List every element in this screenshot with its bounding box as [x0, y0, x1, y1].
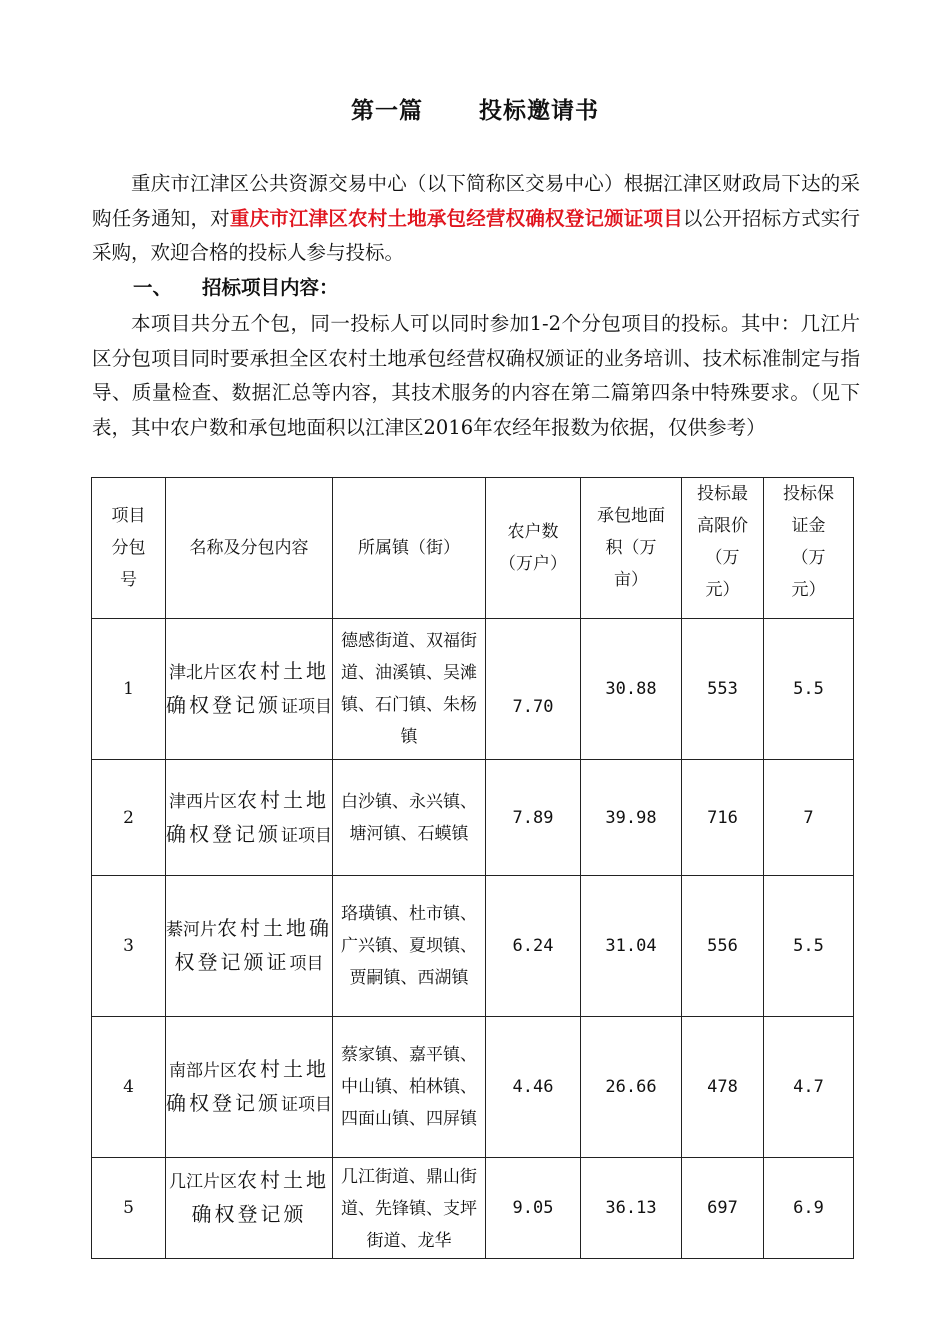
title-part-label: 第一篇 [351, 97, 423, 124]
table-row [92, 876, 854, 1017]
header-max-price: 投标最高限价（万元） [682, 478, 764, 619]
cell-deposit: 7 [764, 760, 854, 876]
cell-towns: 白沙镇、永兴镇、塘河镇、石蟆镇 [333, 760, 486, 876]
cell-max-price: 556 [682, 876, 764, 1017]
cell-name: 津西片区农村土地确权登记颁证项目 [166, 760, 333, 876]
intro-text-after: 以公开招标方式实行采购，欢迎合格的投标人参与投标。 [92, 206, 860, 264]
cell-max-price: 697 [682, 1158, 764, 1259]
cell-deposit: 5.5 [764, 876, 854, 1017]
cell-households: 4.46 [486, 1017, 581, 1158]
table-header-row [92, 478, 854, 619]
cell-towns: 德感街道、双福街道、油溪镇、吴滩镇、石门镇、朱杨镇 [333, 619, 486, 760]
cell-households: 7.89 [486, 760, 581, 876]
cell-towns: 珞璜镇、杜市镇、广兴镇、夏坝镇、贾嗣镇、西湖镇 [333, 876, 486, 1017]
bid-packages-table [91, 477, 854, 1259]
cell-households: 6.24 [486, 876, 581, 1017]
cell-package-no: 2 [92, 760, 166, 876]
table-row [92, 619, 854, 760]
cell-package-no: 4 [92, 1017, 166, 1158]
project-name-highlight: 重庆市江津区农村土地承包经营权确权登记颁证项目 [229, 206, 683, 230]
section-heading [133, 272, 339, 300]
header-households: 农户数（万户） [486, 478, 581, 619]
cell-package-no: 1 [92, 619, 166, 760]
page-title [0, 92, 950, 125]
cell-area: 26.66 [581, 1017, 682, 1158]
header-town: 所属镇（街） [333, 478, 486, 619]
cell-package-no: 3 [92, 876, 166, 1017]
table-row [92, 1158, 854, 1259]
header-package-no: 项目分包号 [92, 478, 166, 619]
cell-deposit: 4.7 [764, 1017, 854, 1158]
cell-towns: 蔡家镇、嘉平镇、中山镇、柏林镇、四面山镇、四屏镇 [333, 1017, 486, 1158]
header-name: 名称及分包内容 [166, 478, 333, 619]
table-row [92, 760, 854, 876]
intro-text-before: 重庆市江津区公共资源交易中心（以下简称区交易中心）根据江津区财政局下达的采购任务通知，对 [92, 172, 860, 230]
cell-name: 几江片区农村土地确权登记颁 [166, 1158, 333, 1259]
title-heading: 投标邀请书 [479, 97, 599, 124]
section-number: 一、 [133, 276, 173, 299]
cell-area: 36.13 [581, 1158, 682, 1259]
cell-deposit: 5.5 [764, 619, 854, 760]
cell-households: 9.05 [486, 1158, 581, 1259]
section-body-paragraph: 本项目共分五个包，同一投标人可以同时参加1-2个分包项目的投标。其中：几江片区分包项目同时要承担全区农村土地承包经营权确权颁证的业务培训、技术标准制定与指导、质量检查、数据汇总等内容，其技术服务的内容在第二篇第四条中特殊要求。（见下表，其中农户数和承包地面积以江津区2016年农经年报数为依据，仅供参考） [92, 312, 860, 439]
cell-name: 南部片区农村土地确权登记颁证项目 [166, 1017, 333, 1158]
cell-max-price: 553 [682, 619, 764, 760]
cell-max-price: 478 [682, 1017, 764, 1158]
cell-households: 7.70 [486, 619, 581, 760]
section-title: 招标项目内容： [202, 276, 339, 299]
cell-towns: 几江街道、鼎山街道、先锋镇、支坪街道、龙华 [333, 1158, 486, 1259]
header-area: 承包地面积（万亩） [581, 478, 682, 619]
table-row [92, 1017, 854, 1158]
header-deposit: 投标保证金（万元） [764, 478, 854, 619]
cell-package-no: 5 [92, 1158, 166, 1259]
cell-area: 31.04 [581, 876, 682, 1017]
intro-paragraph [92, 167, 860, 271]
cell-max-price: 716 [682, 760, 764, 876]
cell-area: 39.98 [581, 760, 682, 876]
cell-area: 30.88 [581, 619, 682, 760]
cell-name: 綦河片农村土地确权登记颁证项目 [166, 876, 333, 1017]
cell-deposit: 6.9 [764, 1158, 854, 1259]
cell-name: 津北片区农村土地确权登记颁证项目 [166, 619, 333, 760]
